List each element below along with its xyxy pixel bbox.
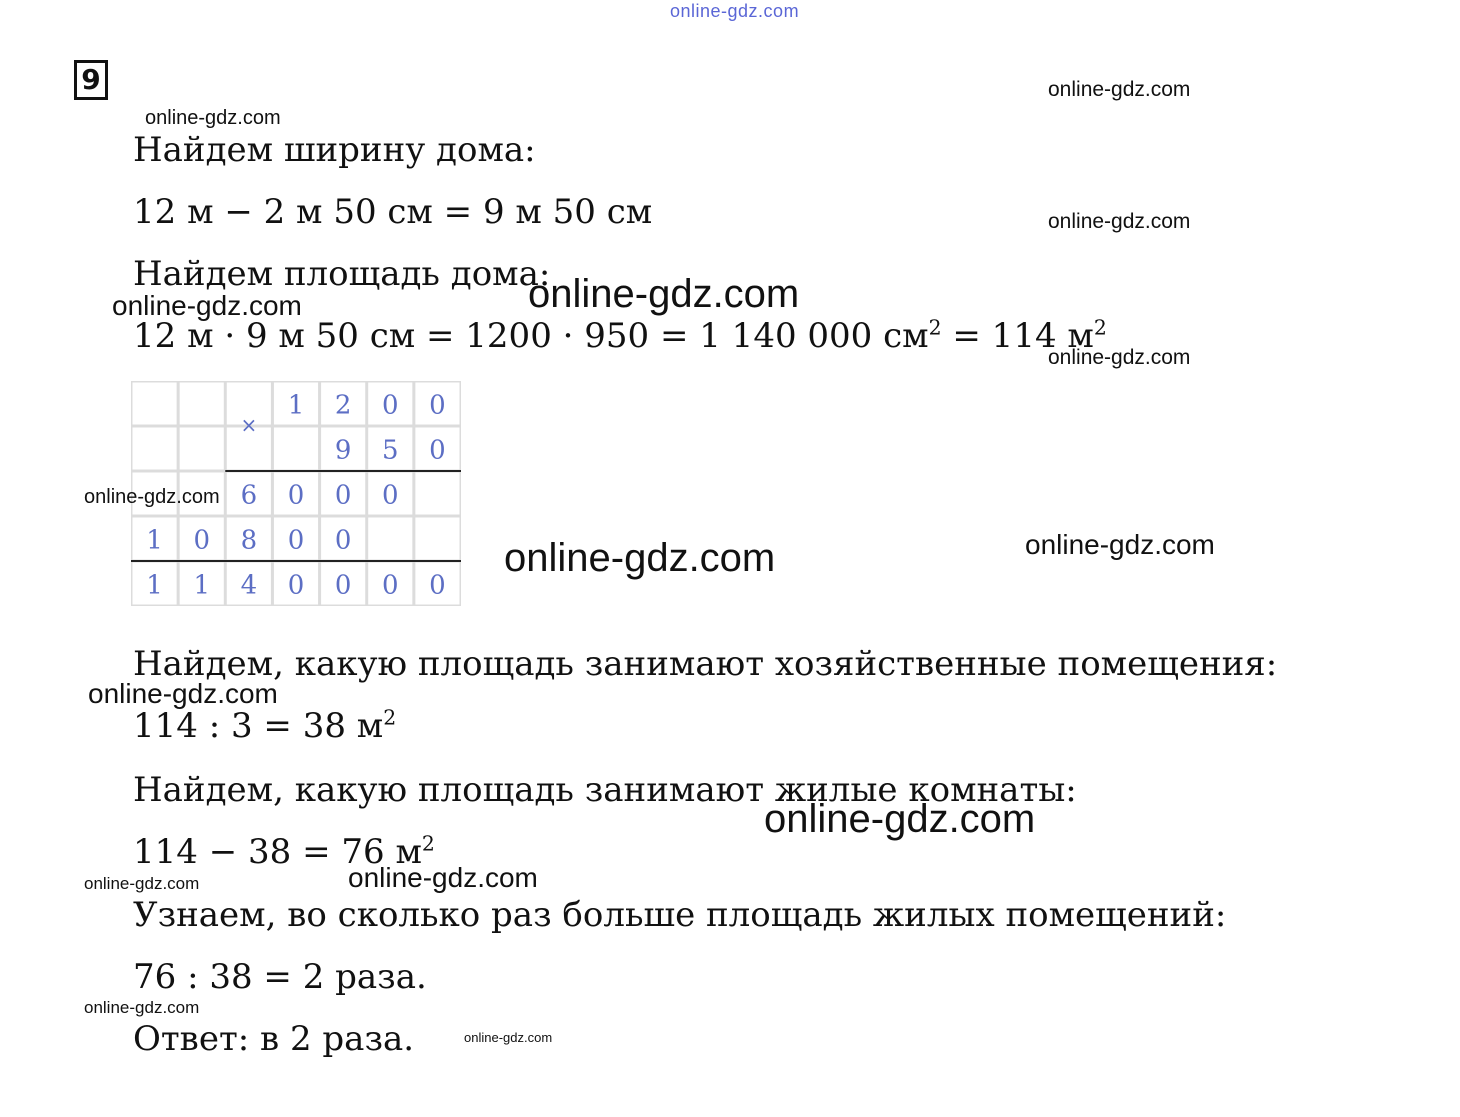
grid-digit: 0 — [382, 480, 399, 511]
square-exponent: 2 — [383, 705, 397, 730]
square-exponent: 2 — [421, 831, 435, 856]
line-find-utility-area: Найдем, какую площадь занимают хозяйственные помещения: — [133, 644, 1278, 684]
watermark: online-gdz.com — [764, 797, 1036, 841]
grid-digit: 0 — [334, 570, 352, 601]
grid-digit: 6 — [240, 480, 258, 511]
grid-digit: 0 — [287, 570, 305, 601]
task-number: 9 — [74, 60, 108, 100]
grid-digit: 1 — [193, 570, 210, 601]
grid-digit: 0 — [193, 525, 210, 556]
watermark: online-gdz.com — [1025, 529, 1215, 560]
utility-calc-text: 114 : 3 = 38 м — [133, 706, 384, 746]
watermark: online-gdz.com — [145, 107, 281, 129]
grid-digit: 9 — [334, 435, 352, 466]
grid-digit: 2 — [334, 390, 352, 421]
watermark: online-gdz.com — [84, 486, 220, 508]
multiply-sign: × — [240, 413, 258, 437]
living-calc-text: 114 − 38 = 76 м — [133, 832, 422, 872]
area-calc-main: 12 м · 9 м 50 см = 1200 · 950 = 1 140 000 см — [133, 316, 929, 356]
watermark: online-gdz.com — [84, 874, 200, 893]
grid-digit: 1 — [146, 570, 163, 601]
watermark: online-gdz.com — [1048, 78, 1191, 101]
area-calc-result: = 114 м — [941, 316, 1094, 356]
grid-digit: 4 — [240, 570, 258, 601]
grid-digit: 0 — [429, 390, 446, 421]
line-find-living-area: Найдем, какую площадь занимают жилые комнаты: — [133, 770, 1077, 810]
grid-digit: 0 — [287, 525, 305, 556]
watermark: online-gdz.com — [348, 862, 538, 893]
watermark: online-gdz.com — [84, 998, 200, 1017]
grid-digit: 1 — [287, 390, 305, 421]
grid-digit: 0 — [382, 570, 399, 601]
grid-digit: 8 — [240, 525, 258, 556]
watermark: online-gdz.com — [504, 536, 776, 580]
watermark: online-gdz.com — [1048, 346, 1191, 369]
watermark: online-gdz.com — [464, 1030, 553, 1045]
line-ratio-calc: 76 : 38 = 2 раза. — [133, 957, 427, 997]
top-watermark: online-gdz.com — [670, 1, 800, 21]
line-area-calc — [133, 316, 1107, 356]
grid-digit: 0 — [334, 525, 352, 556]
grid-digit: 0 — [429, 570, 446, 601]
line-find-area: Найдем площадь дома: — [133, 254, 551, 294]
line-find-ratio: Узнаем, во сколько раз больше площадь жилых помещений: — [133, 895, 1227, 935]
square-exponent: 2 — [1093, 315, 1107, 340]
watermark: online-gdz.com — [88, 678, 278, 709]
watermark: online-gdz.com — [528, 272, 800, 316]
grid-digit: 0 — [429, 435, 446, 466]
grid-digit: 0 — [287, 480, 305, 511]
watermark: online-gdz.com — [112, 290, 302, 321]
line-utility-calc — [133, 706, 396, 746]
line-width-calc: 12 м − 2 м 50 см = 9 м 50 см — [133, 192, 653, 232]
line-answer: Ответ: в 2 раза. — [133, 1019, 415, 1059]
line-find-width: Найдем ширину дома: — [133, 130, 536, 170]
grid-digit: 0 — [334, 480, 352, 511]
square-exponent: 2 — [928, 315, 942, 340]
grid-digit: 5 — [382, 435, 399, 466]
watermark: online-gdz.com — [1048, 210, 1191, 233]
grid-digit: 0 — [382, 390, 399, 421]
grid-digit: 1 — [146, 525, 163, 556]
